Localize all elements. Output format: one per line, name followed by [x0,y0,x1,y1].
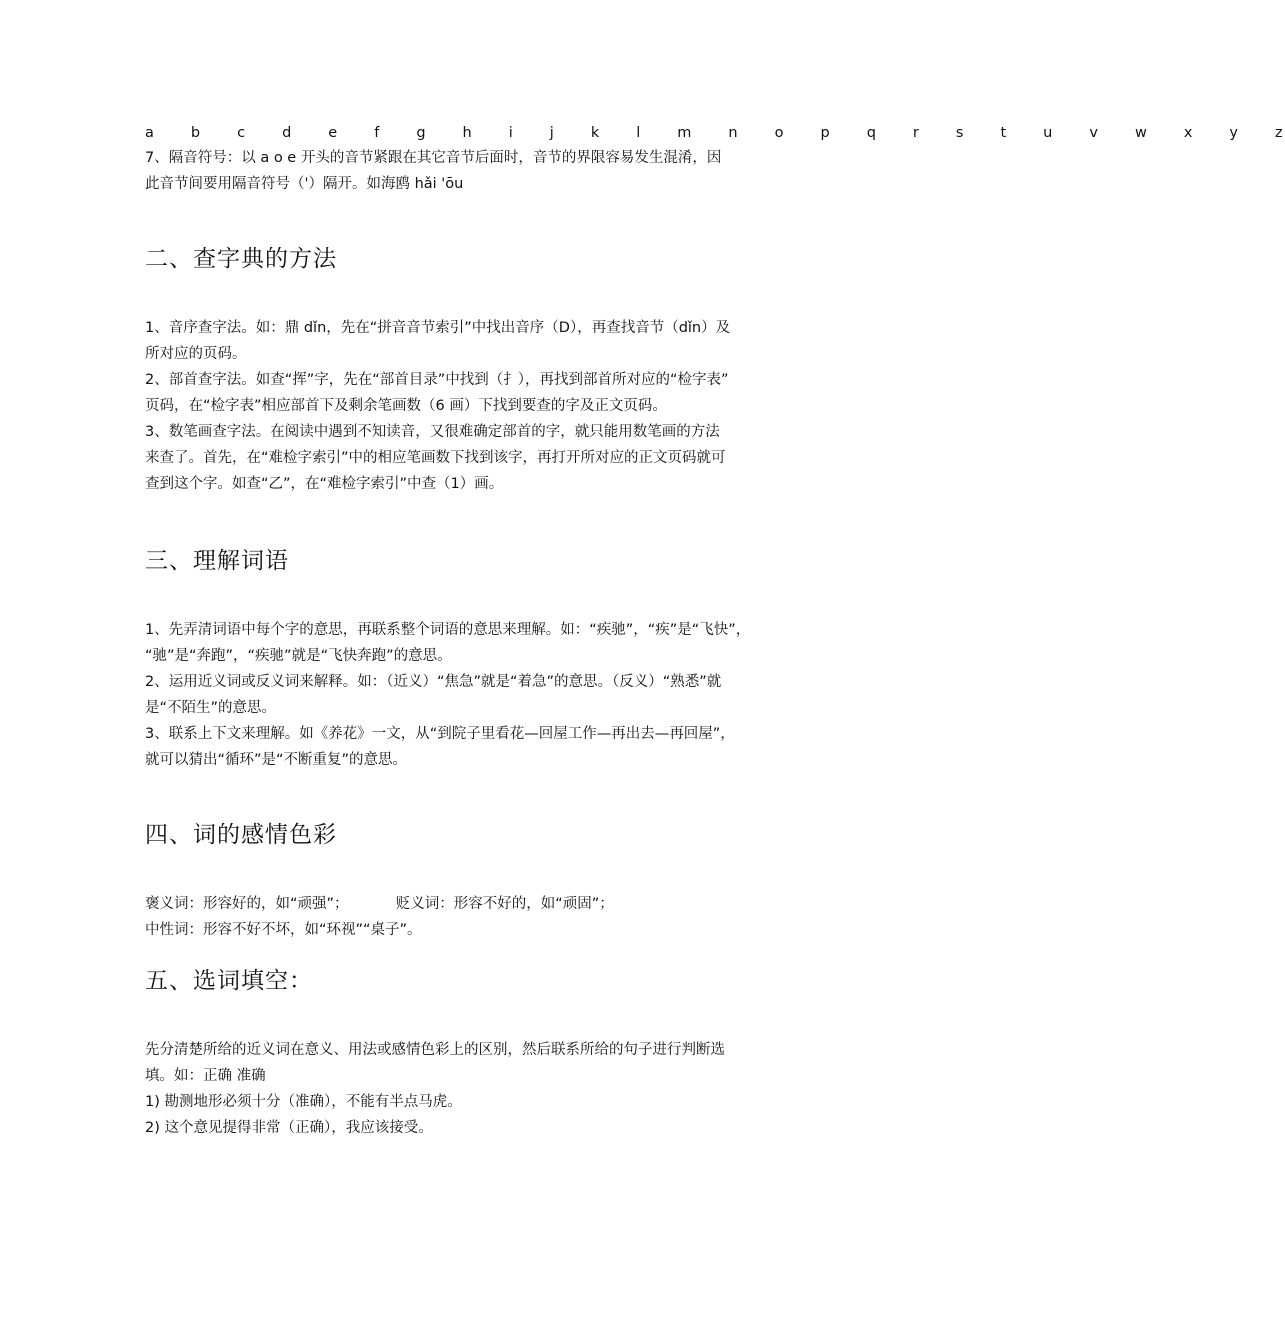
paragraph-line: 1) 勘测地形必须十分（准确），不能有半点马虎。 [145,1094,462,1110]
paragraph-line: “驰”是“奔跑”，“疾驰”就是“飞快奔跑”的意思。 [145,648,452,664]
section-heading-dictionary: 二、查字典的方法 [145,246,337,272]
paragraph-line: 是“不陌生”的意思。 [145,700,277,716]
paragraph-line: 此音节间要用隔音符号（'）隔开。如海鸥 hǎi 'ōu [145,176,464,192]
paragraph-line: 1、先弄清词语中每个字的意思，再联系整个词语的意思来理解。如：“疾驰”，“疾”是“飞快”， [145,622,751,638]
paragraph-line: 中性词：形容不好不坏，如“环视”“桌子”。 [145,922,422,938]
derogatory-definition: 贬义词：形容不好的，如“顽固”； [395,896,614,912]
alphabet-line [145,123,1285,143]
paragraph-line: 2、部首查字法。如查“挥”字，先在“部首目录”中找到（扌），再找到部首所对应的“检字表” [145,372,729,388]
paragraph-line: 2、运用近义词或反义词来解释。如：（近义）“焦急”就是“着急”的意思。（反义）“熟悉”就 [145,674,722,690]
paragraph-line: 来查了。首先，在“难检字索引”中的相应笔画数下找到该字，再打开所对应的正文页码就可 [145,450,726,466]
paragraph-line: 填。如：正确 准确 [145,1068,266,1084]
paragraph-line: 查到这个字。如查“乙”，在“难检字索引”中查（1）画。 [145,476,504,492]
alphabet-n-to-z: n o p q r s t u v w x y z [728,125,1285,141]
paragraph-line: 7、隔音符号：以 a o e 开头的音节紧跟在其它音节后面时，音节的界限容易发生混淆，因 [145,150,722,166]
paragraph-line: 1、音序查字法。如：鼎 dǐn，先在“拼音音节索引”中找出音序（D），再查找音节（dǐn）及 [145,320,731,336]
commendatory-definition: 褒义词：形容好的，如“顽强”； [145,896,349,912]
paragraph-line-sentiment [145,894,614,914]
paragraph-line: 3、数笔画查字法。在阅读中遇到不知读音，又很难确定部首的字，就只能用数笔画的方法 [145,424,720,440]
alphabet-a-to-m: a b c d e f g h i j k l m [145,125,694,141]
section-heading-fill-in: 五、选词填空： [145,968,313,994]
paragraph-line: 3、联系上下文来理解。如《养花》一文，从“到院子里看花—回屋工作—再出去—再回屋”， [145,726,735,742]
paragraph-line: 所对应的页码。 [145,346,247,362]
section-heading-understand-words: 三、理解词语 [145,548,289,574]
paragraph-line: 2) 这个意见提得非常（正确），我应该接受。 [145,1120,433,1136]
section-heading-word-sentiment: 四、词的感情色彩 [145,822,337,848]
paragraph-line: 就可以猜出“循环”是“不断重复”的意思。 [145,752,408,768]
paragraph-line: 先分清楚所给的近义词在意义、用法或感情色彩上的区别，然后联系所给的句子进行判断选 [145,1042,725,1058]
paragraph-line: 页码，在“检字表”相应部首下及剩余笔画数（6 画）下找到要查的字及正文页码。 [145,398,667,414]
